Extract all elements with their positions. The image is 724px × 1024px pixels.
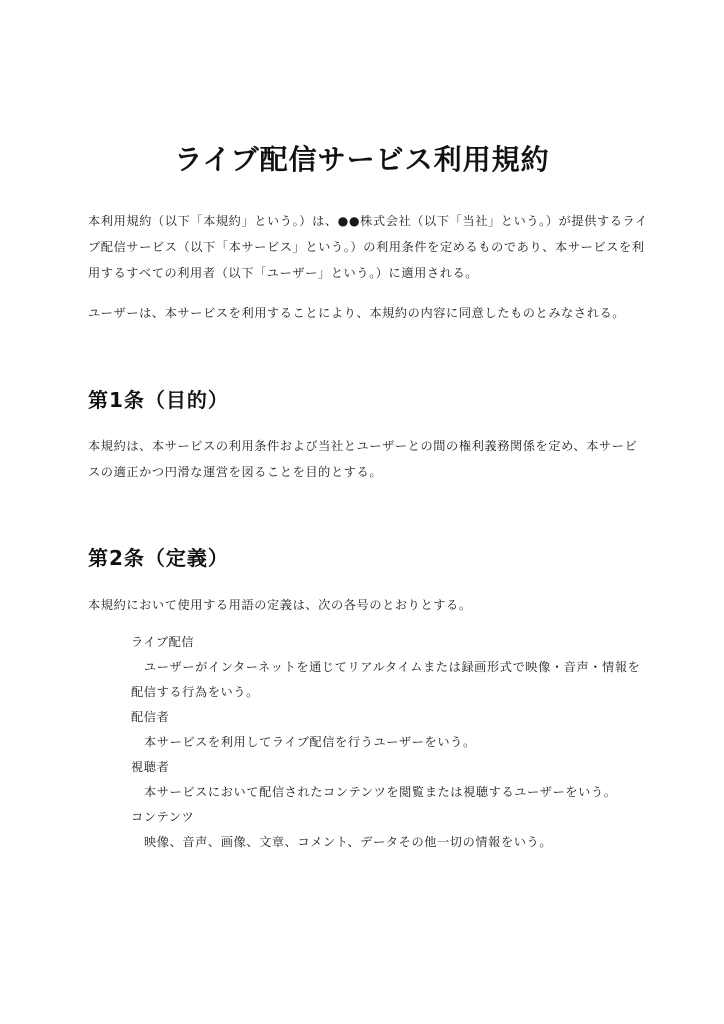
definition-list — [131, 630, 651, 855]
intro-paragraph-1: 本利用規約（以下「本規約」という。）は、●●株式会社（以下「当社」という。）が提供するライブ配信サービス（以下「本サービス」という。）の利用条件を定めるものであり、本サービスを利用するすべての利用者（以下「ユーザー」という。）に適用される。 — [88, 214, 648, 280]
article-2-body: 本規約において使用する用語の定義は、次の各号のとおりとする。 — [88, 598, 472, 612]
intro-paragraph-2: ユーザーは、本サービスを利用することにより、本規約の内容に同意したものとみなされる。 — [88, 306, 626, 320]
definition-description: 本サービスにおいて配信されたコンテンツを閲覧または視聴するユーザーをいう。 — [144, 785, 617, 799]
definition-description: ユーザーがインターネットを通じてリアルタイムまたは録画形式で映像・音声・情報を配信する行為をいう。 — [131, 660, 641, 699]
definition-item-live-streaming — [131, 630, 651, 705]
definition-term: ライブ配信 — [131, 635, 195, 649]
article-1-heading: 第1条（目的） — [88, 388, 229, 412]
document-title: ライブ配信サービス利用規約 — [174, 142, 550, 176]
article-2-heading: 第2条（定義） — [88, 546, 229, 570]
definition-description: 本サービスを利用してライブ配信を行うユーザーをいう。 — [144, 735, 476, 749]
definition-description: 映像、音声、画像、文章、コメント、データその他一切の情報をいう。 — [144, 835, 553, 849]
definition-term: 視聴者 — [131, 760, 170, 774]
definition-item-streamer — [131, 705, 651, 755]
definition-term: コンテンツ — [131, 810, 195, 824]
definition-item-content — [131, 805, 651, 855]
definition-term: 配信者 — [131, 710, 170, 724]
definition-item-viewer — [131, 755, 651, 805]
article-1-body: 本規約は、本サービスの利用条件および当社とユーザーとの間の権利義務関係を定め、本サービスの適正かつ円滑な運営を図ることを目的とする。 — [88, 439, 638, 479]
